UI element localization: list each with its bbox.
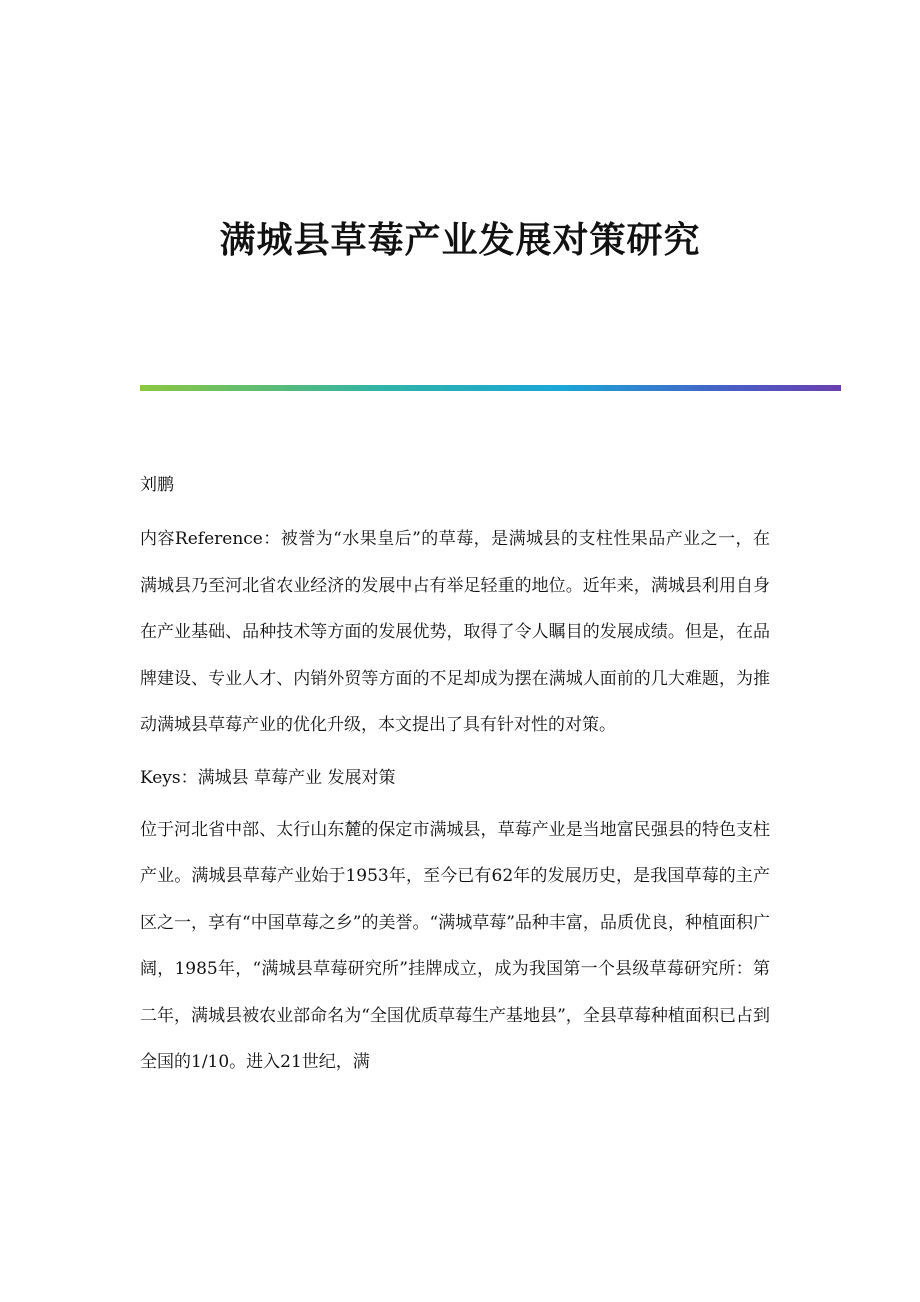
document-body bbox=[140, 462, 770, 1086]
abstract-paragraph: 内容Reference：被誉为“水果皇后”的草莓，是满城县的支柱性果品产业之一，在满城县乃至河北省农业经济的发展中占有举足轻重的地位。近年来，满城县利用自身在产业基础、品种技术等方面的发展优势，取得了令人瞩目的发展成绩。但是，在品牌建设、专业人才、内销外贸等方面的不足却成为摆在满城人面前的几大难题，为推动满城县草莓产业的优化升级，本文提出了具有针对性的对策。 bbox=[140, 529, 770, 735]
keywords-line: Keys：满城县 草莓产业 发展对策 bbox=[140, 767, 396, 788]
body-paragraph: 位于河北省中部、太行山东麓的保定市满城县，草莓产业是当地富民强县的特色支柱产业。满城县草莓产业始于1953年，至今已有62年的发展历史，是我国草莓的主产区之一，享有“中国草莓之乡”的美誉。“满城草莓”品种丰富，品质优良，种植面积广阔，1985年，“满城县草莓研究所”挂牌成立，成为我国第一个县级草莓研究所：第二年，满城县被农业部命名为“全国优质草莓生产基地县”，全县草莓种植面积已占到全国的1/10。进入21世纪，满 bbox=[140, 819, 770, 1072]
gradient-divider bbox=[140, 385, 841, 391]
author-name: 刘鹏 bbox=[140, 475, 174, 495]
document-title: 满城县草莓产业发展对策研究 bbox=[219, 219, 701, 261]
